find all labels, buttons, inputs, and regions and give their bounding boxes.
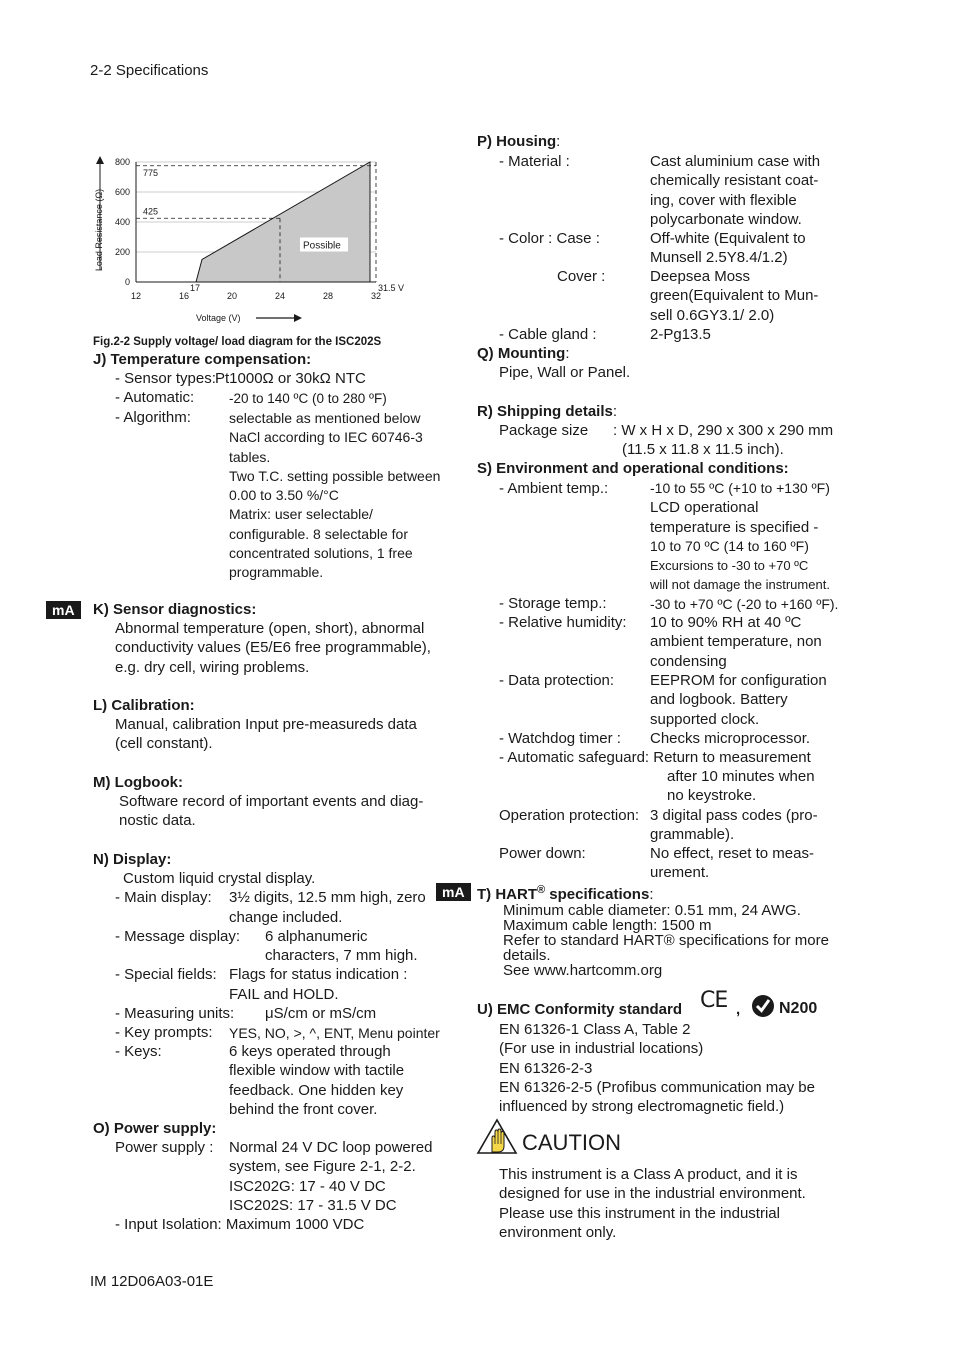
x-axis-label: Voltage (V) — [196, 313, 241, 323]
operation-protection-label: Operation protection: — [499, 807, 640, 824]
operation-protection-value: 3 digital pass codes (pro- grammable). — [650, 807, 818, 844]
annotation-17: 17 — [189, 283, 201, 293]
section-u-title: U) EMC Conformity standard — [477, 1001, 683, 1018]
algorithm-label: - Algorithm: — [115, 409, 191, 426]
cable-gland-label: - Cable gland : — [499, 326, 597, 343]
x-tick-label: 12 — [130, 291, 142, 301]
measuring-units-label: - Measuring units: — [115, 1005, 235, 1022]
section-t-body: Minimum cable diameter: 0.51 mm, 24 AWG. Maximum cable length: 1500 m Refer to standard HART® specifications for more details. See www.hartcomm.org — [503, 902, 829, 979]
section-k-title: K) Sensor diagnostics: — [93, 601, 257, 618]
cable-gland-value: 2-Pg13.5 — [650, 326, 711, 343]
key-prompts-label: - Key prompts: — [115, 1024, 213, 1041]
automatic-label: - Automatic: — [115, 389, 195, 406]
sensor-types-label: - Sensor types: — [115, 370, 216, 387]
mark-separator: , — [736, 1001, 741, 1018]
caution-hand-icon — [476, 1118, 518, 1156]
x-tick-label: 28 — [322, 291, 334, 301]
x-tick-label: 16 — [178, 291, 190, 301]
storage-temp-label: - Storage temp.: — [499, 595, 607, 612]
algorithm-value: selectable as mentioned below NaCl according to IEC 60746-3 tables. Two T.C. setting possible between 0.00 to 3.50 %/°C Matrix: user selectable/ configurable. 8 selectable for concentrated solutions, 1 free programmable. — [229, 410, 441, 581]
relative-humidity-value: 10 to 90% RH at 40 ºC ambient temperature, non condensing — [650, 614, 822, 670]
y-arrow-head — [96, 156, 104, 164]
section-l-body: Manual, calibration Input pre-measureds data (cell constant). — [115, 716, 417, 753]
page-header: 2-2 Specifications — [90, 62, 209, 79]
cover-value: Deepsea Moss green(Equivalent to Mun- sell 0.6GY3.1/ 2.0) — [650, 268, 819, 324]
x-tick-label: 32 — [370, 291, 382, 301]
y-tick-label: 800 — [114, 157, 130, 167]
section-k-body: Abnormal temperature (open, short), abnormal conductivity values (E5/E6 free programmable), e.g. dry cell, wiring problems. — [115, 620, 431, 676]
cover-label: Cover : — [557, 268, 606, 285]
message-display-value: 6 alphanumeric — [265, 928, 368, 945]
ambient-temp-label: - Ambient temp.: — [499, 480, 609, 497]
power-supply-value: Normal 24 V DC loop powered system, see Figure 2-1, 2-2. ISC202G: 17 - 40 V DC ISC202S: 17 - 31.5 V DC — [229, 1139, 433, 1214]
key-prompts-value: YES, NO, >, ^, ENT, Menu pointer — [229, 1025, 440, 1041]
data-protection-value: EEPROM for configuration and logbook. Battery supported clock. — [650, 672, 827, 728]
caution-title: CAUTION — [522, 1130, 621, 1155]
keys-label: - Keys: — [115, 1043, 162, 1060]
section-p-title: P) Housing: — [477, 133, 561, 150]
y-axis-label: Load Resistance (Ω) — [94, 188, 104, 272]
storage-temp-value: -30 to +70 ºC (-20 to +160 ºF). — [650, 596, 839, 612]
y-tick-label: 200 — [114, 247, 130, 257]
annotation-possible: Possible — [303, 240, 341, 252]
section-s-title: S) Environment and operational conditions: — [477, 460, 789, 477]
power-down-value: No effect, reset to meas- urement. — [650, 845, 814, 882]
automatic-value: -20 to 140 ºC (0 to 280 ºF) — [229, 391, 387, 406]
message-display-label: - Message display: — [115, 928, 241, 945]
measuring-units-value: μS/cm or mS/cm — [265, 1005, 377, 1022]
ma-badge-hart: mA — [436, 883, 471, 901]
special-fields-label: - Special fields: — [115, 966, 217, 983]
main-display-value-2: change included. — [229, 909, 343, 926]
annotation-775: 775 — [143, 167, 159, 178]
keys-value: 6 keys operated through flexible window with tactile feedback. One hidden key behind the front cover. — [229, 1043, 405, 1118]
n200-mark: N200 — [779, 1000, 818, 1017]
ma-badge: mA — [46, 601, 81, 619]
x-arrow-head — [294, 314, 302, 322]
power-down-label: Power down: — [499, 845, 586, 862]
relative-humidity-label: - Relative humidity: — [499, 614, 627, 631]
power-supply-label: Power supply : — [115, 1139, 214, 1156]
section-u-body: EN 61326-1 Class A, Table 2 (For use in industrial locations) EN 61326-2-3 EN 61326-2-5 (Profibus communication may be influenced by strong electromagnetic field.) — [499, 1021, 815, 1116]
caution-body: This instrument is a Class A product, and it is designed for use in the industrial environment. Please use this instrument in the industrial environment only. — [499, 1166, 806, 1241]
section-m-title: M) Logbook: — [93, 774, 183, 791]
package-size-value-2: (11.5 x 11.8 x 11.5 inch). — [622, 441, 784, 458]
page-footer: IM 12D06A03-01E — [90, 1273, 214, 1290]
color-case-label: - Color : Case : — [499, 230, 600, 247]
automatic-safeguard: - Automatic safeguard: Return to measurement — [499, 749, 811, 766]
supply-load-chart — [88, 150, 428, 330]
annotation-315v: 31.5 V — [378, 283, 405, 293]
y-tick-label: 600 — [114, 187, 130, 197]
y-tick-label: 400 — [114, 217, 130, 227]
material-value: Cast aluminium case with chemically resistant coat- ing, cover with flexible polycarbonate window. — [650, 153, 821, 228]
message-display-value-2: characters, 7 mm high. — [265, 947, 418, 964]
section-j-title: J) Temperature compensation: — [93, 351, 312, 368]
package-size-value: : W x H x D, 290 x 300 x 290 mm — [613, 422, 834, 439]
section-m-body: Software record of important events and diag- nostic data. — [119, 793, 424, 830]
watchdog-value: Checks microprocessor. — [650, 730, 811, 747]
x-tick-label: 20 — [226, 291, 238, 301]
x-tick-label: 24 — [274, 291, 286, 301]
ce-mark-icon: CE — [700, 988, 728, 1013]
watchdog-label: - Watchdog timer : — [499, 730, 621, 747]
main-display-value: 3½ digits, 12.5 mm high, zero — [229, 889, 426, 906]
material-label: - Material : — [499, 153, 570, 170]
c-tick-icon — [751, 994, 775, 1018]
section-r-title: R) Shipping details: — [477, 403, 618, 420]
display-intro: Custom liquid crystal display. — [123, 870, 316, 887]
main-display-label: - Main display: — [115, 889, 212, 906]
special-fields-value-2: FAIL and HOLD. — [229, 986, 339, 1003]
section-l-title: L) Calibration: — [93, 697, 195, 714]
ambient-temp-value: -10 to 55 ºC (+10 to +130 ºF) LCD operational temperature is specified - 10 to 70 ºC (14 to 160 ºF) Excursions to -30 to +70 ºC will not damage the instrument. — [650, 480, 830, 593]
package-size-label: Package size — [499, 422, 589, 439]
automatic-safeguard-value: after 10 minutes when no keystroke. — [667, 768, 815, 805]
color-case-value: Off-white (Equivalent to Munsell 2.5Y8.4/1.2) — [650, 230, 806, 267]
annotation-425: 425 — [143, 206, 159, 217]
data-protection-label: - Data protection: — [499, 672, 615, 689]
section-t-title: T) HART® specifications: — [477, 884, 654, 903]
section-n-title: N) Display: — [93, 851, 172, 868]
special-fields-value: Flags for status indication : — [229, 966, 408, 983]
input-isolation: - Input Isolation: Maximum 1000 VDC — [115, 1216, 365, 1233]
section-q-title: Q) Mounting: — [477, 345, 570, 362]
mounting-value: Pipe, Wall or Panel. — [499, 364, 631, 381]
sensor-types-value: Pt1000Ω or 30kΩ NTC — [215, 370, 366, 387]
section-o-title: O) Power supply: — [93, 1120, 217, 1137]
figure-caption: Fig.2-2 Supply voltage/ load diagram for the ISC202S — [93, 336, 382, 348]
y-tick-label: 0 — [124, 277, 130, 287]
